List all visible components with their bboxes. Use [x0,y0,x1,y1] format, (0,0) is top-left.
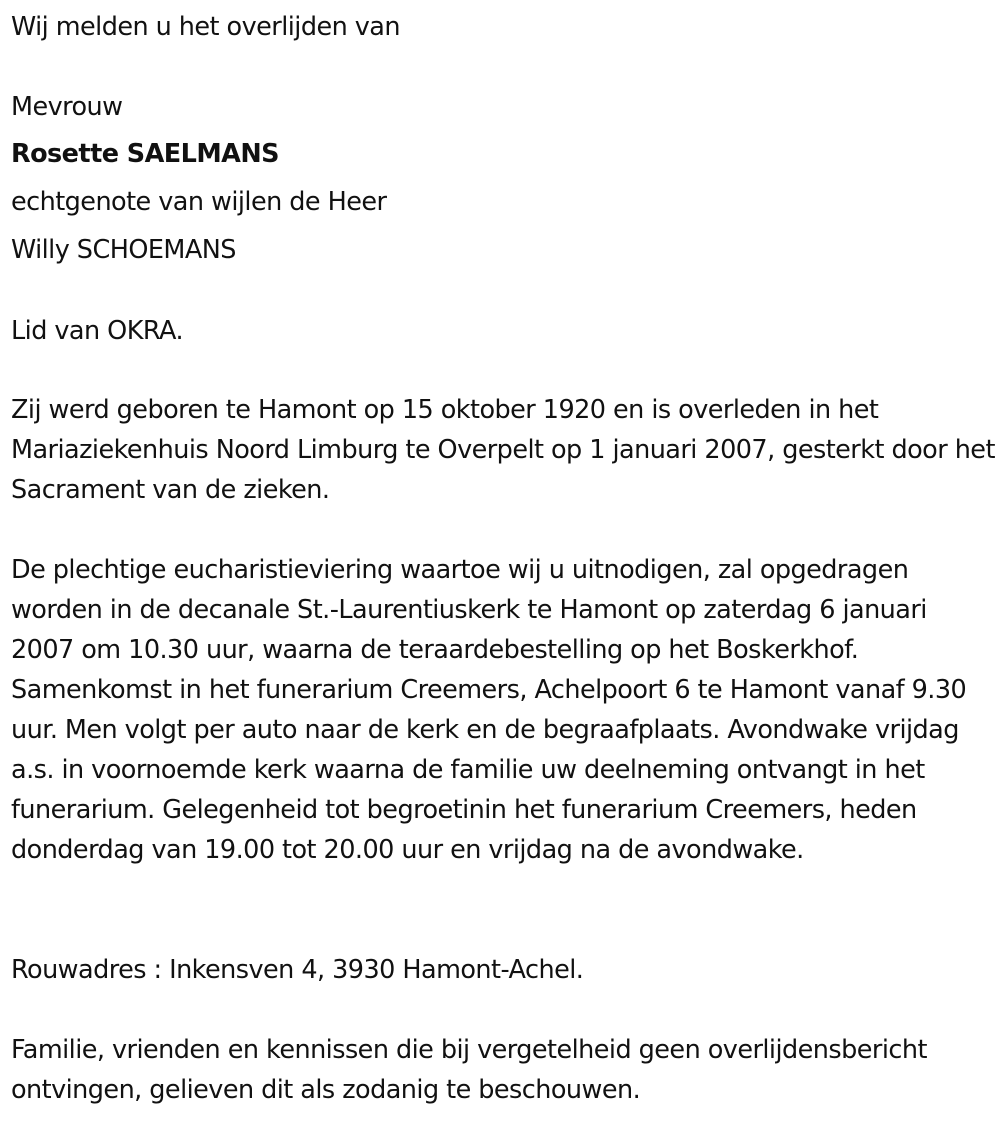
birth-death-paragraph: Zij werd geboren te Hamont op 15 oktober 1920 en is overleden in het Mariaziekenhuis Noord Limburg te Overpelt op 1 januari 2007, gesterkt door het Sacrament van de zieken. [11,395,995,505]
deceased-name: Rosette SAELMANS [11,139,279,169]
address-line: Rouwadres : Inkensven 4, 3930 Hamont-Achel. [11,955,584,985]
closing-paragraph: Familie, vrienden en kennissen die bij vergetelheid geen overlijdensbericht ontvingen, gelieven dit als zodanig te beschouwen. [11,1035,927,1105]
relation-line: echtgenote van wijlen de Heer [11,187,387,217]
spouse-name: Willy SCHOEMANS [11,235,236,265]
ceremony-paragraph: De plechtige eucharistieviering waartoe wij u uitnodigen, zal opgedragen worden in de decanale St.-Laurentiuskerk te Hamont op zaterdag 6 januari 2007 om 10.30 uur, waarna de teraardebestelling op het Boskerkhof. Samenkomst in het funerarium Creemers, Achelpoort 6 te Hamont vanaf 9.30 uur. Men volgt per auto naar de kerk en de begraafplaats. Avondwake vrijdag a.s. in voornoemde kerk waarna de familie uw deelneming ontvangt in het funerarium. Gelegenheid tot begroetinin het funerarium Creemers, heden donderdag van 19.00 tot 20.00 uur en vrijdag na de avondwake. [11,555,967,865]
membership-line: Lid van OKRA. [11,316,183,346]
title-line: Mevrouw [11,92,123,122]
intro-line: Wij melden u het overlijden van [11,12,400,42]
